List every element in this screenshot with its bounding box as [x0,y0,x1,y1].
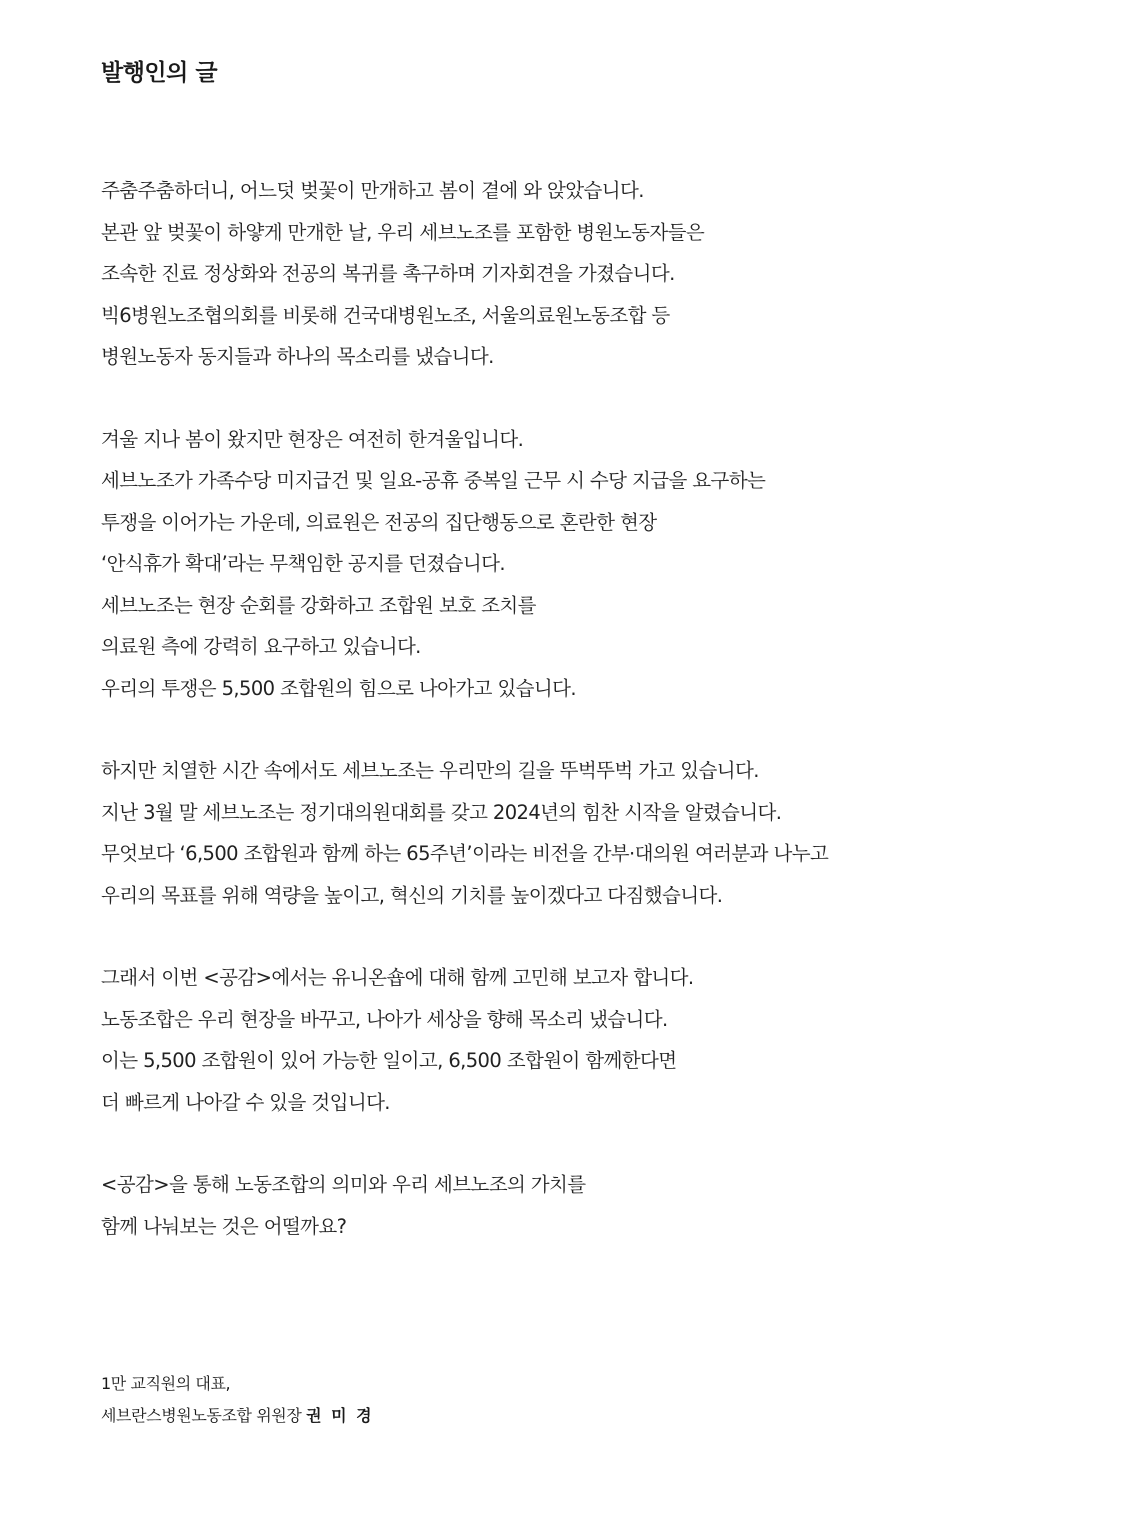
paragraph-line: 세브노조가 가족수당 미지급건 및 일요-공휴 중복일 근무 시 수당 지급을 요구하는 [101,469,766,492]
paragraph-line: 지난 3월 말 세브노조는 정기대의원대회를 갖고 2024년의 힘찬 시작을 알렸습니다. [101,800,782,824]
letter-paragraph [101,957,1001,1123]
paragraph-line: 세브노조는 현장 순회를 강화하고 조합원 보호 조치를 [101,593,536,617]
paragraph-line: 의료원 측에 강력히 요구하고 있습니다. [101,635,421,658]
letter-paragraph [101,419,1001,710]
letter-body [101,170,1001,1288]
paragraph-line: 무엇보다 ‘6,500 조합원과 함께 하는 65주년’이라는 비전을 간부·대의원 여러분과 나누고 [101,842,829,865]
signature-title: 1만 교직원의 대표, [101,1374,231,1393]
signature-position [101,1400,374,1432]
page-title: 발행인의 글 [101,60,218,86]
paragraph-line: 우리의 목표를 위해 역량을 높이고, 혁신의 기치를 높이겠다고 다짐했습니다. [101,883,723,907]
signature-name: 권 미 경 [306,1406,374,1425]
letter-paragraph [101,750,1001,916]
paragraph-line: 빅6병원노조협의회를 비롯해 건국대병원노조, 서울의료원노동조합 등 [101,303,670,327]
paragraph-line: 함께 나눠보는 것은 어떨까요? [101,1214,347,1238]
paragraph-line: 노동조합은 우리 현장을 바꾸고, 나아가 세상을 향해 목소리 냈습니다. [101,1007,668,1031]
paragraph-line: ‘안식휴가 확대’라는 무책임한 공지를 던졌습니다. [101,552,505,575]
paragraph-line: 그래서 이번 <공감>에서는 유니온숍에 대해 함께 고민해 보고자 합니다. [101,966,694,989]
paragraph-line: 주춤주춤하더니, 어느덧 벚꽃이 만개하고 봄이 곁에 와 앉았습니다. [101,179,644,202]
paragraph-line: 더 빠르게 나아갈 수 있을 것입니다. [101,1090,390,1114]
paragraph-line: 투쟁을 이어가는 가운데, 의료원은 전공의 집단행동으로 혼란한 현장 [101,510,657,534]
signature-block [101,1368,374,1432]
paragraph-line: 병원노동자 동지들과 하나의 목소리를 냈습니다. [101,345,494,368]
paragraph-line: 하지만 치열한 시간 속에서도 세브노조는 우리만의 길을 뚜벅뚜벅 가고 있습니다. [101,759,759,782]
signature-role: 세브란스병원노동조합 위원장 [101,1406,307,1425]
paragraph-line: 우리의 투쟁은 5,500 조합원의 힘으로 나아가고 있습니다. [101,676,576,700]
paragraph-line: 이는 5,500 조합원이 있어 가능한 일이고, 6,500 조합원이 함께한다면 [101,1049,677,1072]
letter-paragraph [101,1164,1001,1247]
letter-paragraph [101,170,1001,378]
paragraph-line: <공감>을 통해 노동조합의 의미와 우리 세브노조의 가치를 [101,1173,586,1196]
paragraph-line: 겨울 지나 봄이 왔지만 현장은 여전히 한겨울입니다. [101,427,524,451]
paragraph-line: 조속한 진료 정상화와 전공의 복귀를 촉구하며 기자회견을 가졌습니다. [101,262,675,285]
paragraph-line: 본관 앞 벚꽃이 하얗게 만개한 날, 우리 세브노조를 포함한 병원노동자들은 [101,220,705,244]
